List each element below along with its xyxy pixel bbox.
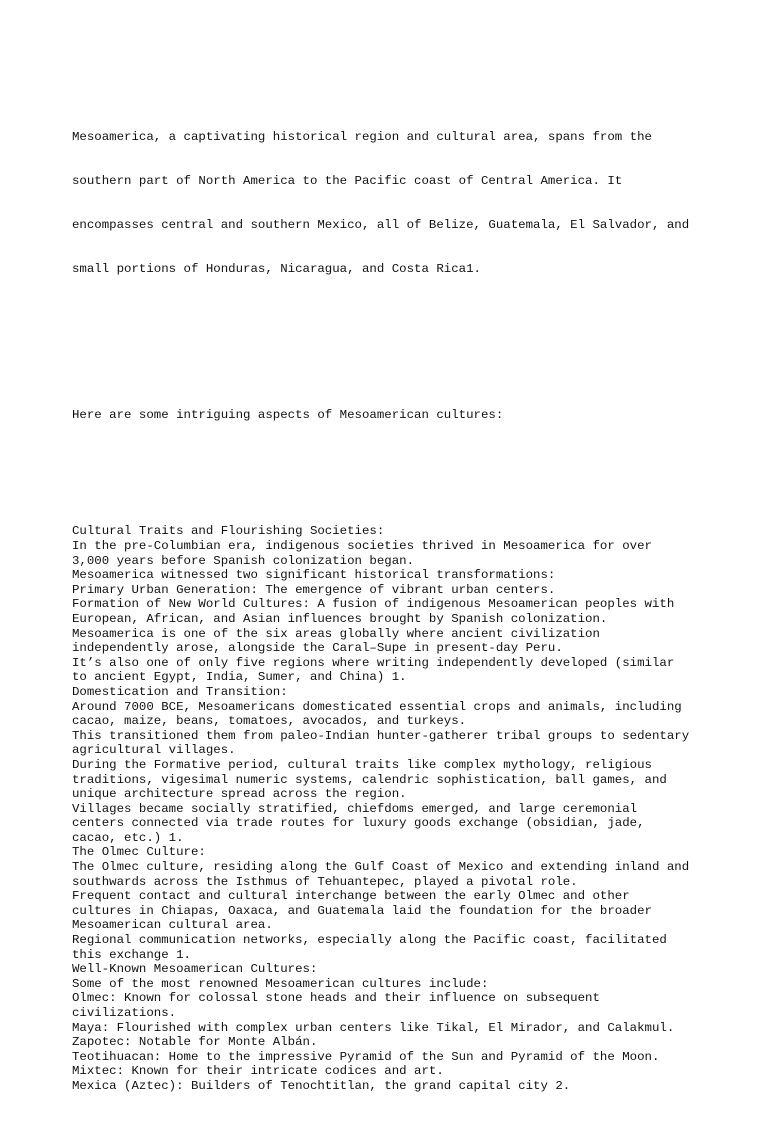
document-text	[72, 72, 712, 1123]
text-line: Mesoamerica witnessed two significant historical transformations:	[72, 568, 556, 583]
body-paragraph	[72, 524, 712, 1093]
text-line: Zapotec: Notable for Monte Albán.	[72, 1035, 318, 1050]
text-line: Mexica (Aztec): Builders of Tenochtitlan, the grand capital city 2.	[72, 1078, 571, 1093]
paragraph-gap	[72, 481, 712, 496]
text-line: Around 7000 BCE, Mesoamericans domesticated essential crops and animals, including	[72, 699, 682, 714]
text-line: cacao, etc.) 1.	[72, 830, 184, 845]
text-line: Mesoamerica is one of the six areas globally where ancient civilization	[72, 626, 600, 641]
text-line: Cultural Traits and Flourishing Societies:	[72, 524, 385, 539]
text-line: small portions of Honduras, Nicaragua, and Costa Rica1.	[72, 261, 481, 276]
text-line: Here are some intriguing aspects of Mesoamerican cultures:	[72, 407, 504, 422]
text-line: Formation of New World Cultures: A fusion of indigenous Mesoamerican peoples with	[72, 597, 675, 612]
text-line: During the Formative period, cultural traits like complex mythology, religious	[72, 757, 652, 772]
text-line: The Olmec Culture:	[72, 845, 206, 860]
text-line: Teotihuacan: Home to the impressive Pyramid of the Sun and Pyramid of the Moon.	[72, 1049, 660, 1064]
text-line: Olmec: Known for colossal stone heads and their influence on subsequent	[72, 991, 600, 1006]
text-line: cacao, maize, beans, tomatoes, avocados, and turkeys.	[72, 714, 467, 729]
text-line: European, African, and Asian influences brought by Spanish colonization.	[72, 611, 608, 626]
text-line: encompasses central and southern Mexico, all of Belize, Guatemala, El Salvador, and	[72, 217, 690, 232]
text-line: agricultural villages.	[72, 743, 236, 758]
text-line: unique architecture spread across the region.	[72, 787, 407, 802]
paragraph-gap	[72, 335, 712, 350]
text-line: Frequent contact and cultural interchange between the early Olmec and other	[72, 889, 630, 904]
text-line: cultures in Chiapas, Oaxaca, and Guatemala laid the foundation for the broader	[72, 903, 652, 918]
text-line: this exchange 1.	[72, 947, 191, 962]
text-line: centers connected via trade routes for luxury goods exchange (obsidian, jade,	[72, 816, 645, 831]
text-line: Villages became socially stratified, chiefdoms emerged, and large ceremonial	[72, 801, 638, 816]
text-line: Maya: Flourished with complex urban centers like Tikal, El Mirador, and Calakmul.	[72, 1020, 675, 1035]
text-line: to ancient Egypt, India, Sumer, and China) 1.	[72, 670, 407, 685]
text-line: The Olmec culture, residing along the Gulf Coast of Mexico and extending inland and	[72, 860, 690, 875]
text-line: Some of the most renowned Mesoamerican cultures include:	[72, 976, 489, 991]
lead-in-paragraph	[72, 378, 712, 451]
text-line: Well-Known Mesoamerican Cultures:	[72, 962, 318, 977]
text-line: This transitioned them from paleo-Indian hunter-gatherer tribal groups to sedentary	[72, 728, 690, 743]
text-line: civilizations.	[72, 1006, 177, 1020]
text-line: Mesoamerican cultural area.	[72, 918, 273, 933]
text-line: southern part of North America to the Pacific coast of Central America. It	[72, 174, 623, 189]
text-line: Domestication and Transition:	[72, 684, 288, 699]
text-line: Mixtec: Known for their intricate codices and art.	[72, 1064, 444, 1079]
text-line: Regional communication networks, especially along the Pacific coast, facilitated	[72, 933, 667, 948]
text-line: 3,000 years before Spanish colonization began.	[72, 553, 415, 568]
text-line: Primary Urban Generation: The emergence of vibrant urban centers.	[72, 582, 556, 597]
text-line: In the pre-Columbian era, indigenous societies thrived in Mesoamerica for over	[72, 539, 652, 553]
text-line: It’s also one of only five regions where writing independently developed (similar	[72, 655, 675, 670]
text-line: traditions, vigesimal numeric systems, calendric sophistication, ball games, and	[72, 772, 667, 787]
intro-paragraph	[72, 101, 712, 305]
text-line: southwards across the Isthmus of Tehuantepec, played a pivotal role.	[72, 874, 578, 889]
text-line: Mesoamerica, a captivating historical region and cultural area, spans from the	[72, 130, 652, 145]
text-line: independently arose, alongside the Caral–Supe in present-day Peru.	[72, 641, 563, 656]
